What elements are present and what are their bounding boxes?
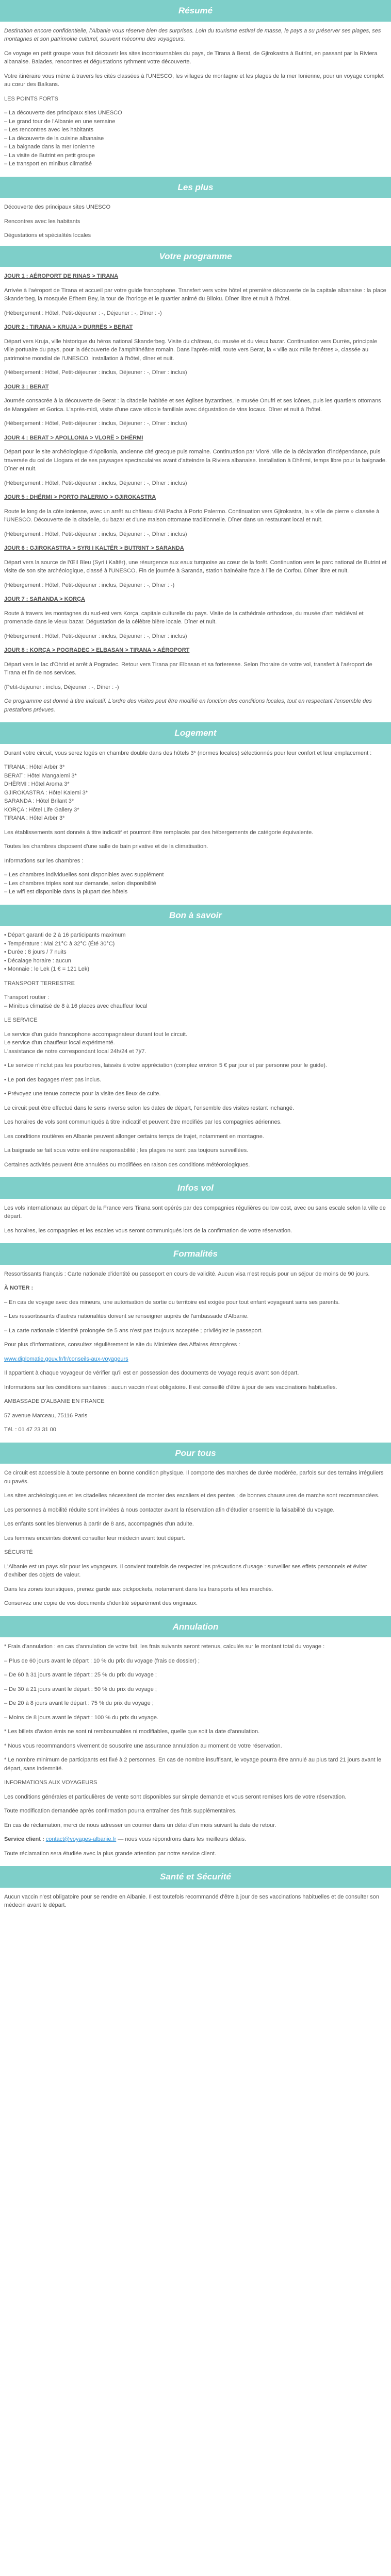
section-content-annulation — [0, 1642, 391, 1858]
embassy-address: 57 avenue Marceau, 75116 Paris — [4, 1412, 88, 1419]
section-content-pour-tous — [0, 1469, 391, 1608]
list-item: GJIROKASTRA : Hôtel Kalemi 3* — [4, 789, 88, 796]
annulation-paragraph: – Plus de 60 jours avant le départ : 10 % du prix du voyage (frais de dossier) ; — [4, 1657, 200, 1664]
logement-paragraph: Durant votre circuit, vous serez logés en chambre double dans des hôtels 3* (normes locales) sélectionnés pour leur confort et leur emplacement : — [4, 750, 372, 756]
section-header-annulation: Annulation — [0, 1616, 391, 1638]
bon-a-savoir-paragraph: Les conditions routières en Albanie peuvent allonger certains temps de trajet, notamment en montagne. — [4, 1133, 264, 1140]
section-header-infos-vol: Infos vol — [0, 1177, 391, 1199]
list-item: Le service d'un chauffeur local expérimenté. — [4, 1040, 115, 1046]
list-item: – La découverte des principaux sites UNESCO — [4, 110, 122, 116]
itinerary-day — [4, 646, 387, 691]
list-item: BERAT : Hôtel Mangalemi 3* — [4, 772, 77, 779]
day-title: JOUR 2 : TIRANA > KRUJA > DURRËS > BERAT — [4, 324, 133, 330]
section-annulation — [0, 1616, 391, 1858]
section-resume — [0, 0, 391, 168]
day-text: Départ vers la source de l'Œil Bleu (Syri i Kaltër), une résurgence aux eaux turquoise au cœur de la forêt. Continuation vers le parc national de Butrint et visite de son site archéologique, classé à l'UNESCO. Fin de journée à Saranda, station balnéaire face à l'île de Corfou. Dîner libre et nuit. — [4, 559, 387, 574]
pour-tous-paragraph: Ce circuit est accessible à toute personne en bonne condition physique. Il comporte des marches de durée modérée, parfois sur des terrains irréguliers ou pavés. — [4, 1470, 384, 1485]
pour-tous-paragraph: Les personnes à mobilité réduite sont invitées à nous contacter avant la réservation afin d'étudier ensemble la faisabilité du voyage. — [4, 1506, 335, 1513]
day-text: Départ vers le lac d'Ohrid et arrêt à Pogradec. Retour vers Tirana par Elbasan et sa forteresse. Selon l'horaire de votre vol, transfert à l'aéroport de Tirana et fin de nos services. — [4, 661, 372, 676]
list-item: – Le transport en minibus climatisé — [4, 161, 92, 167]
insurance-paragraph: Toute modification demandée après confirmation pourra entraîner des frais supplémentaires. — [4, 1808, 237, 1814]
list-item: KORÇA : Hôtel Life Gallery 3* — [4, 806, 79, 813]
formalites-paragraph: – Les ressortissants d'autres nationalités doivent se renseigner auprès de l'ambassade d'Albanie. — [4, 1313, 249, 1319]
security-paragraph: Conservez une copie de vos documents d'identité séparément des originaux. — [4, 1600, 198, 1606]
logement-paragraph: Les établissements sont donnés à titre indicatif et pourront être remplacés par des hébergements de catégorie équivalente. — [4, 829, 314, 836]
list-item: • Départ garanti de 2 à 16 participants maximum — [4, 932, 126, 938]
list-item: SARANDA : Hôtel Brilant 3* — [4, 798, 74, 804]
itinerary-day — [4, 383, 387, 428]
section-formalites — [0, 1243, 391, 1434]
annulation-closing: Toute réclamation sera étudiée avec la plus grande attention par notre service client. — [4, 1850, 216, 1857]
list-item: • Décalage horaire : aucun — [4, 957, 71, 964]
bon-a-savoir-paragraph: Certaines activités peuvent être annulées ou modifiées en raison des conditions météorologiques. — [4, 1161, 250, 1168]
bon-a-savoir-paragraph: Les horaires de vols sont communiqués à titre indicatif et peuvent être modifiés par les compagnies aériennes. — [4, 1119, 282, 1125]
infos-vol-paragraph: Les vols internationaux au départ de la France vers Tirana sont opérés par des compagnies régulières ou low cost, avec ou sans escale selon la ville de départ. — [4, 1205, 386, 1219]
list-item: L'assistance de notre correspondant local 24h/24 et 7j/7. — [4, 1048, 146, 1055]
security-paragraph: L'Albanie est un pays sûr pour les voyageurs. Il convient toutefois de respecter les précautions d'usage : surveiller ses effets personnels et éviter d'exhiber des objets de valeur. — [4, 1563, 367, 1578]
day-lodging: (Hébergement : Hôtel, Petit-déjeuner : inclus, Déjeuner : -, Dîner : -) — [4, 582, 175, 588]
annulation-paragraph: * Les billets d'avion émis ne sont ni remboursables ni modifiables, quelle que soit la date d'annulation. — [4, 1728, 260, 1735]
day-text: Départ vers Kruja, ville historique du héros national Skanderbeg. Visite du château, du musée et du vieux bazar. Continuation vers Durrës, principale ville portuaire du pays, pour la découverte de l'amphithéâtre romain. Dans l'après-midi, route vers Berat, la « ville aux mille fenêtres », classée au patrimoine mondial de l'UNESCO. Installation à l'hôtel, dîner et nuit. — [4, 338, 378, 362]
list-item: – Les chambres triples sont sur demande, selon disponibilité — [4, 880, 156, 887]
itinerary-day — [4, 323, 387, 377]
list-item: – La découverte de la cuisine albanaise — [4, 135, 104, 142]
resume-paragraph: Destination encore confidentielle, l'Albanie vous réserve bien des surprises. Loin du tourisme estival de masse, le pays a su préserver ses plages, ses montagnes et son patrimoine culturel, souvent méconnu des voyageurs. — [4, 27, 381, 42]
bon-a-savoir-note: • Le service n'inclut pas les pourboires, laissés à votre appréciation (comptez environ 5 € par jour et par personne pour le guide). — [4, 1062, 327, 1069]
day-title: JOUR 4 : BERAT > APOLLONIA > VLORË > DHËRMI — [4, 434, 143, 441]
day-text: Route le long de la côte ionienne, avec un arrêt au château d'Ali Pacha à Porto Palermo. Continuation vers Gjirokastra, la « ville de pierre » classée à l'UNESCO. Découverte de la citadelle, du bazar et d'une maison ottomane traditionnelle. Dîner dans un restaurant local et nuit. — [4, 508, 380, 523]
itinerary-day — [4, 544, 387, 589]
day-title: JOUR 1 : AÉROPORT DE RINAS > TIRANA — [4, 273, 119, 279]
logement-info-list — [4, 871, 387, 896]
day-lodging: (Hébergement : Hôtel, Petit-déjeuner : inclus, Déjeuner : -, Dîner : inclus) — [4, 633, 187, 639]
list-item: – Le wifi est disponible dans la plupart des hôtels — [4, 889, 128, 895]
day-title: JOUR 7 : SARANDA > KORÇA — [4, 596, 85, 602]
contact-line — [4, 1835, 387, 1844]
annulation-paragraph: * Frais d'annulation : en cas d'annulation de votre fait, les frais suivants seront retenus, calculés sur le montant total du voyage : — [4, 1643, 325, 1650]
security-title: SÉCURITÉ — [4, 1549, 33, 1555]
formalites-paragraph: Il appartient à chaque voyageur de vérifier qu'il est en possession des documents de voyage requis avant son départ. — [4, 1370, 299, 1376]
insurance-paragraph: Les conditions générales et particulières de vente sont disponibles sur simple demande et vous seront remises lors de votre réservation. — [4, 1793, 347, 1800]
formalites-link-note: Pour plus d'informations, consultez régulièrement le site du Ministère des Affaires étrangères : — [4, 1342, 240, 1348]
section-content-sante — [0, 1893, 391, 1910]
trip-details-list — [4, 931, 387, 974]
section-content-formalites — [0, 1270, 391, 1434]
formalites-note-title: À NOTER : — [4, 1285, 34, 1291]
list-item: – Les rencontres avec les habitants — [4, 127, 94, 133]
contact-after: — nous vous répondrons dans les meilleurs délais. — [118, 1836, 247, 1842]
itinerary-day — [4, 493, 387, 538]
annulation-paragraph: * Nous vous recommandons vivement de souscrire une assurance annulation au moment de votre réservation. — [4, 1742, 282, 1749]
resume-paragraph: Ce voyage en petit groupe vous fait découvrir les sites incontournables du pays, de Tirana à Berat, de Gjirokastra à Butrint, en passant par la Riviera albanaise. Balades, rencontres et dégustations rythment votre découverte. — [4, 50, 378, 65]
annulation-paragraph: – Moins de 8 jours avant le départ : 100 % du prix du voyage. — [4, 1714, 159, 1721]
section-header-pour-tous: Pour tous — [0, 1443, 391, 1464]
list-item: – Le grand tour de l'Albanie en une semaine — [4, 118, 116, 125]
services-list — [4, 1030, 387, 1056]
formalites-paragraph: – En cas de voyage avec des mineurs, une autorisation de sortie du territoire est exigée pour tout enfant voyageant sans ses parents. — [4, 1299, 340, 1306]
section-bon-a-savoir — [0, 905, 391, 1170]
day-lodging: (Hébergement : Hôtel, Petit-déjeuner : inclus, Déjeuner : -, Dîner : inclus) — [4, 480, 187, 486]
insurance-title: INFORMATIONS AUX VOYAGEURS — [4, 1780, 97, 1786]
security-paragraph: Dans les zones touristiques, prenez garde aux pickpockets, notamment dans les transports et les marchés. — [4, 1586, 273, 1592]
programme-paragraph: Rencontres avec les habitants — [4, 218, 80, 225]
sante-paragraph: Aucun vaccin n'est obligatoire pour se rendre en Albanie. Il est toutefois recommandé d'être à jour de ses vaccinations habituelles et de consulter son médecin avant le départ. — [4, 1893, 379, 1908]
day-title: JOUR 8 : KORÇA > POGRADEC > ELBASAN > TIRANA > AÉROPORT — [4, 647, 190, 653]
list-item: TIRANA : Hôtel Arbër 3* — [4, 815, 65, 821]
programme-paragraph: Découverte des principaux sites UNESCO — [4, 204, 111, 210]
day-lodging: (Hébergement : Hôtel, Petit-déjeuner : inclus, Déjeuner : -, Dîner : inclus) — [4, 369, 187, 376]
formalites-paragraph: Informations sur les conditions sanitaires : aucun vaccin n'est obligatoire. Il est conseillé d'être à jour de ses vaccinations habituelles. — [4, 1384, 337, 1391]
programme-closing: Ce programme est donné à titre indicatif. L'ordre des visites peut être modifié en fonction des conditions locales, tout en respectant l'ensemble des prestations prévues. — [4, 698, 372, 713]
section-content-bon-a-savoir — [0, 931, 391, 1169]
list-item: Le service d'un guide francophone accompagnateur durant tout le circuit. — [4, 1031, 187, 1038]
bon-a-savoir-paragraph: La baignade se fait sous votre entière responsabilité ; les plages ne sont pas toujours surveillées. — [4, 1147, 249, 1154]
list-item: – Minibus climatisé de 8 à 16 places avec chauffeur local — [4, 1003, 148, 1009]
pour-tous-paragraph: Les sites archéologiques et les citadelles nécessitent de monter des escaliers et des pentes ; de bonnes chaussures de marche sont recommandées. — [4, 1493, 380, 1499]
list-item: • Monnaie : le Lek (1 € = 121 Lek) — [4, 966, 89, 972]
section-header-itinerary: Votre programme — [0, 246, 391, 267]
insurance-paragraph: En cas de réclamation, merci de nous adresser un courrier dans un délai d'un mois suivant la date de retour. — [4, 1822, 276, 1828]
pour-tous-paragraph: Les femmes enceintes doivent consulter leur médecin avant tout départ. — [4, 1535, 185, 1541]
itinerary-day — [4, 272, 387, 317]
section-header-formalites: Formalités — [0, 1243, 391, 1265]
list-item: Transport routier : — [4, 994, 50, 1001]
section-header-resume: Résumé — [0, 0, 391, 22]
services-title: LE SERVICE — [4, 1017, 38, 1023]
section-content-logement — [0, 749, 391, 896]
formalites-paragraph: Ressortissants français : Carte nationale d'identité ou passeport en cours de validité. Aucun visa n'est requis pour un séjour de moins de 90 jours. — [4, 1270, 370, 1277]
list-item: • Température : Mai 21°C à 32°C (Été 30°C) — [4, 940, 115, 947]
itinerary-day — [4, 434, 387, 488]
contact-label: Service client : — [4, 1836, 44, 1842]
resume-paragraph: Votre itinéraire vous mène à travers les cités classées à l'UNESCO, les villages de montagne et les plages de la mer Ionienne, pour un voyage complet au cœur des Balkans. — [4, 73, 384, 88]
annulation-paragraph: – De 20 à 8 jours avant le départ : 75 % du prix du voyage ; — [4, 1700, 154, 1706]
list-item: DHËRMI : Hôtel Aroma 3* — [4, 781, 70, 787]
section-infos-vol — [0, 1177, 391, 1235]
pour-tous-paragraph: Les enfants sont les bienvenus à partir de 8 ans, accompagnés d'un adulte. — [4, 1521, 194, 1527]
list-item: – La baignade dans la mer Ionienne — [4, 144, 95, 150]
bon-a-savoir-note: • Le port des bagages n'est pas inclus. — [4, 1076, 102, 1083]
day-lodging: (Hébergement : Hôtel, Petit-déjeuner : -, Déjeuner : -, Dîner : -) — [4, 310, 162, 316]
section-programme — [0, 177, 391, 715]
day-lodging: (Petit-déjeuner : inclus, Déjeuner : -, Dîner : -) — [4, 684, 119, 690]
itinerary-day — [4, 595, 387, 640]
programme-paragraph: Dégustations et spécialités locales — [4, 232, 91, 239]
embassy-title: AMBASSADE D'ALBANIE EN FRANCE — [4, 1398, 105, 1404]
day-text: Journée consacrée à la découverte de Berat : la citadelle habitée et ses églises byzantines, le musée Onufri et ses icônes, puis les quartiers ottomans de Mangalem et Gorica. L'après-midi, visite d'une cave viticole familiale avec dégustation de vins locaux. Dîner et nuit à l'hôtel. — [4, 398, 381, 413]
transport-title: TRANSPORT TERRESTRE — [4, 980, 75, 987]
contact-email-link[interactable]: contact@voyages-albanie.fr — [45, 1836, 117, 1842]
section-pour-tous — [0, 1443, 391, 1608]
list-item: – La visite de Butrint en petit groupe — [4, 152, 95, 159]
day-lodging: (Hébergement : Hôtel, Petit-déjeuner : inclus, Déjeuner : -, Dîner : inclus) — [4, 420, 187, 427]
logement-paragraph: Toutes les chambres disposent d'une salle de bain privative et de la climatisation. — [4, 843, 208, 850]
section-logement — [0, 722, 391, 896]
day-title: JOUR 6 : GJIROKASTRA > SYRI I KALTËR > BUTRINT > SARANDA — [4, 545, 184, 551]
transport-list — [4, 993, 387, 1010]
formalites-paragraph: – La carte nationale d'identité prolongée de 5 ans n'est pas toujours acceptée ; privilégiez le passeport. — [4, 1327, 263, 1334]
section-header-programme: Les plus — [0, 177, 391, 198]
infos-vol-paragraph: Les horaires, les compagnies et les escales vous seront communiqués lors de la confirmation de votre réservation. — [4, 1227, 292, 1234]
section-header-bon-a-savoir: Bon à savoir — [0, 905, 391, 926]
list-item: – Les chambres individuelles sont disponibles avec supplément — [4, 872, 164, 878]
annulation-paragraph: – De 60 à 31 jours avant le départ : 25 % du prix du voyage ; — [4, 1672, 157, 1678]
day-title: JOUR 3 : BERAT — [4, 383, 49, 390]
section-header-logement: Logement — [0, 722, 391, 744]
day-text: Départ pour le site archéologique d'Apollonia, ancienne cité grecque puis romaine. Continuation par Vlorë, ville de la déclaration d'indépendance, puis traversée du col de Llogara et de ses paysages spectaculaires avant d'atteindre la Riviera albanaise. Installation à Dhërmi, temps libre pour la baignade. Dîner et nuit. — [4, 449, 387, 472]
logement-info-title: Informations sur les chambres : — [4, 857, 84, 864]
section-content-resume — [0, 27, 391, 168]
day-title: JOUR 5 : DHËRMI > PORTO PALERMO > GJIROKASTRA — [4, 494, 156, 500]
annulation-paragraph: * Le nombre minimum de participants est fixé à 2 personnes. En cas de nombre insuffisant, le voyage pourra être annulé au plus tard 21 jours avant le départ, sans indemnité. — [4, 1757, 382, 1772]
annulation-paragraph: – De 30 à 21 jours avant le départ : 50 % du prix du voyage ; — [4, 1686, 157, 1692]
day-lodging: (Hébergement : Hôtel, Petit-déjeuner : inclus, Déjeuner : -, Dîner : inclus) — [4, 531, 187, 537]
hotel-list — [4, 763, 387, 823]
itinerary-days — [0, 272, 391, 714]
diplomatie-link[interactable]: www.diplomatie.gouv.fr/fr/conseils-aux-voyageurs — [4, 1355, 128, 1362]
bon-a-savoir-paragraph: Le circuit peut être effectué dans le sens inverse selon les dates de départ, l'ensemble des visites restant inchangé. — [4, 1105, 295, 1111]
list-item: • Durée : 8 jours / 7 nuits — [4, 949, 67, 955]
resume-points-title: LES POINTS FORTS — [4, 95, 58, 102]
bon-a-savoir-note: • Prévoyez une tenue correcte pour la visite des lieux de culte. — [4, 1091, 161, 1097]
embassy-phone: Tél. : 01 47 23 31 00 — [4, 1427, 56, 1433]
section-content-infos-vol — [0, 1204, 391, 1235]
section-sante — [0, 1866, 391, 1910]
list-item: TIRANA : Hôtel Arbër 3* — [4, 764, 65, 770]
section-header-sante: Santé et Sécurité — [0, 1866, 391, 1888]
day-text: Arrivée à l'aéroport de Tirana et accueil par votre guide francophone. Transfert vers votre hôtel et première découverte de la capitale albanaise : la place Skanderbeg, la mosquée Et'hem Bey, la tour de l'horloge et le quartier animé du Blloku. Dîner libre et nuit à l'hôtel. — [4, 287, 386, 302]
section-content-programme — [0, 203, 391, 240]
resume-points-list — [4, 109, 387, 168]
day-text: Route à travers les montagnes du sud-est vers Korça, capitale culturelle du pays. Visite de la cathédrale orthodoxe, du musée d'art médiéval et promenade dans le vieux bazar. Dégustation de la célèbre bière locale. Dîner et nuit. — [4, 610, 364, 625]
